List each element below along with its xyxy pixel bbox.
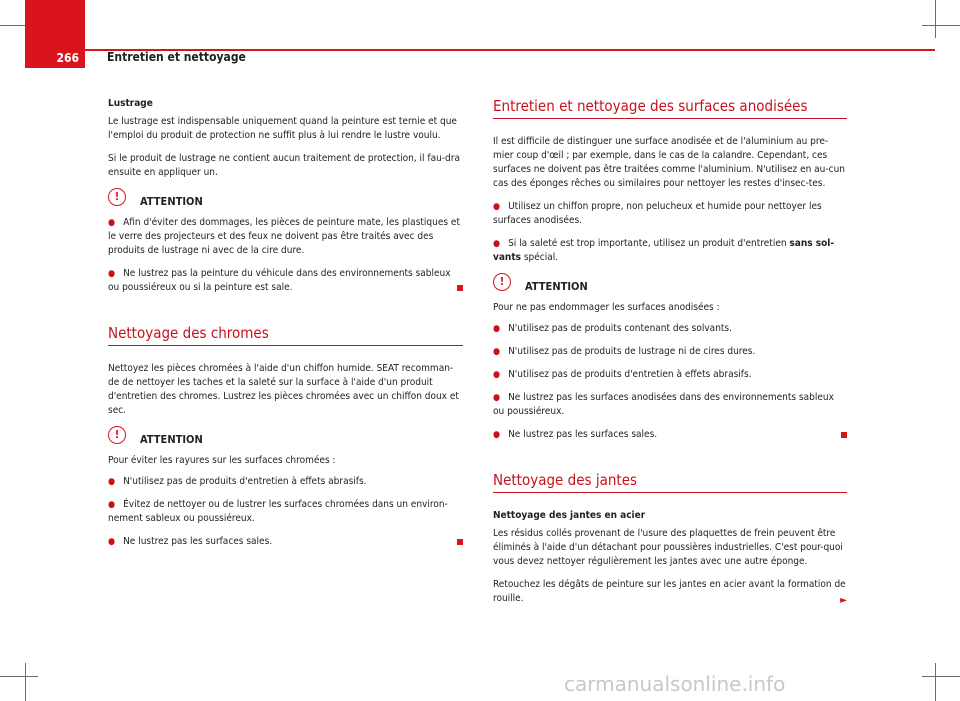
warning-label: ATTENTION [140,195,203,208]
crop-mark [922,25,960,26]
warning-bullet [493,322,847,336]
warning-label: ATTENTION [140,433,203,446]
warning-label: ATTENTION [525,280,588,293]
warning-bullet [493,428,847,442]
warning-bullet [493,391,847,419]
crop-mark [935,663,936,701]
warning-header [108,428,463,449]
bullet-text: Ne lustrez pas les surfaces anodisées dans des environnements sableux ou poussiéreux. [493,392,834,417]
bullet-text: Si la saleté est trop importante, utilisez un produit d'entretien [508,238,790,249]
wheels-paragraph-1: Les résidus collés provenant de l'usure des plaquettes de frein peuvent être éliminés à l'aide d'un détachant pour poussières industrielles. C'est pour-quoi vous devez nettoyer régulièrement les jantes avec une autre éponge. [493,528,843,567]
lustrage-title: Lustrage [108,98,153,109]
lustrage-paragraph-2: Si le produit de lustrage ne contient aucun traitement de protection, il fau-dra ensuite en appliquer un. [108,153,460,178]
bullet-bold-text: sans sol-vants [493,238,835,263]
page-title: Entretien et nettoyage [107,50,246,64]
warning-bullet [108,216,463,258]
bullet-dot-icon: ● [108,537,116,547]
anodized-bullet [493,200,847,228]
bullet-text: Utilisez un chiffon propre, non pelucheux et humide pour nettoyer les surfaces anodisées. [493,201,822,226]
warning-intro: Pour éviter les rayures sur les surfaces chromées : [108,455,336,466]
chromes-paragraph: Nettoyez les pièces chromées à l'aide d'un chiffon humide. SEAT recomman-de de nettoyer les taches et la saleté sur la surface à l'aide d'un produit d'entretien des chromes. Lustrez les pièces chromées avec un chiffon doux et sec. [108,363,459,416]
page-number: 266 [25,49,85,68]
bullet-text: N'utilisez pas de produits contenant des solvants. [508,323,732,334]
bullet-text: N'utilisez pas de produits de lustrage ni de cires dures. [508,346,756,357]
bullet-dot-icon: ● [108,218,116,228]
warning-exclamation-icon: ! [493,273,511,291]
bullet-text-end: spécial. [521,252,559,263]
bullet-text: Ne lustrez pas les surfaces sales. [123,536,273,547]
bullet-text: N'utilisez pas de produits d'entretien à effets abrasifs. [508,369,752,380]
warning-intro: Pour ne pas endommager les surfaces anodisées : [493,302,720,313]
page-corner-tab [25,0,85,49]
bullet-text: Afin d'éviter des dommages, les pièces de peinture mate, les plastiques et le verre des projecteurs et des feux ne doivent pas être traités avec des produits de lustrage ni avec de la cire dure. [108,217,460,256]
section-heading-chromes: Nettoyage des chromes [108,326,463,346]
crop-mark [0,676,38,677]
crop-mark [935,0,936,38]
bullet-dot-icon: ● [493,202,501,212]
bullet-text: Ne lustrez pas les surfaces sales. [508,429,658,440]
bullet-text: Ne lustrez pas la peinture du véhicule dans des environnements sableux ou poussiéreux ou si la peinture est sale. [108,268,451,293]
warning-exclamation-icon: ! [108,426,126,444]
bullet-dot-icon: ● [493,324,501,334]
bullet-dot-icon: ● [493,347,501,357]
bullet-dot-icon: ● [108,269,116,279]
bullet-dot-icon: ● [493,393,501,403]
warning-bullet [493,345,847,359]
right-column [493,99,847,615]
warning-bullet [108,498,463,526]
section-heading-anodized: Entretien et nettoyage des surfaces anodisées [493,99,847,119]
bullet-text: N'utilisez pas de produits d'entretien à effets abrasifs. [123,476,367,487]
section-end-square-icon [457,539,463,545]
section-end-square-icon [841,432,847,438]
bullet-dot-icon: ● [108,477,116,487]
warning-bullet [493,368,847,382]
bullet-dot-icon: ● [493,370,501,380]
warning-header [493,275,847,296]
wheels-subheading: Nettoyage des jantes en acier [493,510,646,521]
warning-bullet [108,475,463,489]
anodized-bullet [493,237,847,265]
wheels-paragraph-2-text: Retouchez les dégâts de peinture sur les jantes en acier avant la formation de rouille. [493,579,846,604]
left-column [108,97,463,558]
bullet-dot-icon: ● [493,239,501,249]
warning-exclamation-icon: ! [108,188,126,206]
warning-header [108,190,463,211]
crop-mark [25,663,26,701]
anodized-paragraph: Il est difficile de distinguer une surface anodisée et de l'aluminium au pre-mier coup d'œil ; par exemple, dans le cas de la calandre. Cependant, ces surfaces ne doivent pas être traitées comme l'aluminium. N'utilisez en au-cun cas des éponges rêches ou similaires pour nettoyer les restes d'insec-tes. [493,136,845,189]
warning-bullet [108,535,463,549]
wheels-paragraph-2 [493,578,847,606]
crop-mark [922,676,960,677]
warning-bullet [108,267,463,295]
bullet-text: Évitez de nettoyer ou de lustrer les surfaces chromées dans un environ-nement sableux ou poussiéreux. [108,499,448,524]
section-heading-wheels: Nettoyage des jantes [493,473,847,493]
lustrage-paragraph-1: Le lustrage est indispensable uniquement quand la peinture est ternie et que l'emploi du produit de protection ne suffit plus à lui rendre le lustre voulu. [108,116,457,141]
watermark: carmanualsonline.info [564,672,786,696]
section-end-square-icon [457,285,463,291]
bullet-dot-icon: ● [108,500,116,510]
bullet-dot-icon: ● [493,430,501,440]
continue-arrow-icon: ► [840,595,847,606]
